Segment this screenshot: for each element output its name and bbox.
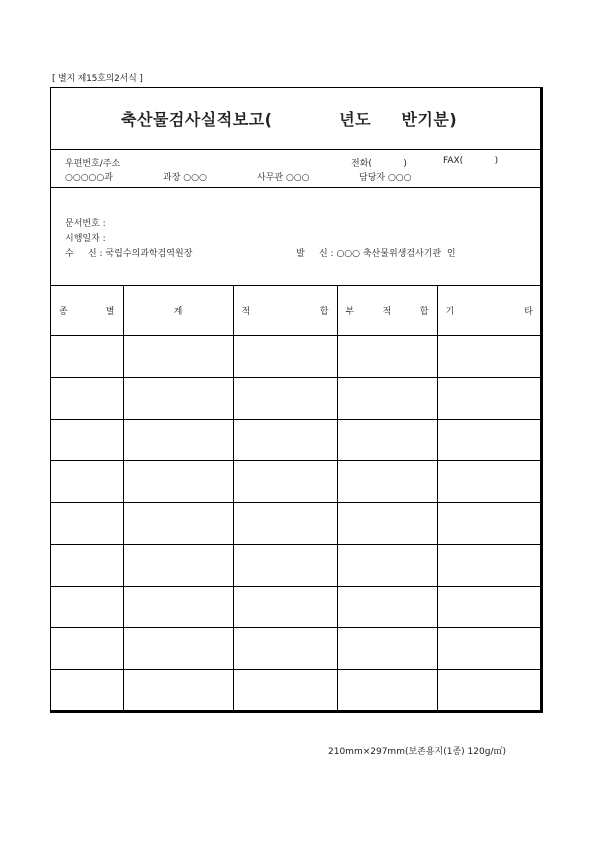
table-cell[interactable]: [233, 419, 337, 461]
table-cell[interactable]: [437, 670, 541, 711]
table-row: [51, 461, 541, 503]
document-info-section: [51, 187, 540, 286]
table-cell[interactable]: [337, 336, 437, 378]
table-cell[interactable]: [123, 503, 233, 545]
table-cell[interactable]: [337, 670, 437, 711]
table-cell[interactable]: [233, 628, 337, 670]
table-cell[interactable]: [233, 544, 337, 586]
table-row: [51, 544, 541, 586]
table-cell[interactable]: [51, 670, 123, 711]
table-cell[interactable]: [437, 544, 541, 586]
fax-label: FAX( ): [443, 156, 499, 166]
table-cell[interactable]: [437, 377, 541, 419]
table-cell[interactable]: [51, 544, 123, 586]
table-cell[interactable]: [233, 377, 337, 419]
table-row: [51, 377, 541, 419]
header-other: 기 타: [437, 285, 541, 336]
table-cell[interactable]: [337, 377, 437, 419]
header-category: 종 별: [51, 285, 123, 336]
table-cell[interactable]: [337, 503, 437, 545]
table-cell[interactable]: [337, 461, 437, 503]
table-cell[interactable]: [337, 544, 437, 586]
table-cell[interactable]: [437, 586, 541, 628]
table-cell[interactable]: [123, 628, 233, 670]
table-cell[interactable]: [51, 377, 123, 419]
table-cell[interactable]: [233, 503, 337, 545]
department: ○○○○○과: [65, 173, 113, 183]
table-header-row: [51, 285, 541, 336]
secretary: 사무관 ○○○: [257, 173, 310, 183]
header-fail: 부 적 합: [337, 285, 437, 336]
table-cell[interactable]: [233, 461, 337, 503]
phone-label: 전화( ): [351, 159, 407, 169]
title-row: [51, 88, 540, 150]
table-cell[interactable]: [51, 336, 123, 378]
annex-label: [ 별지 제15호의2서식 ]: [52, 74, 143, 84]
recipient: 수 신 : 국립수의과학검역원장: [65, 249, 193, 259]
table-row: [51, 628, 541, 670]
address-label: 우편번호/주소: [65, 159, 121, 169]
table-cell[interactable]: [233, 336, 337, 378]
table-cell[interactable]: [337, 628, 437, 670]
table-cell[interactable]: [337, 586, 437, 628]
table-cell[interactable]: [51, 503, 123, 545]
sender: 발 신 : ○○○ 축산물위생검사기관 인: [296, 249, 456, 259]
table-cell[interactable]: [123, 670, 233, 711]
table-cell[interactable]: [337, 419, 437, 461]
table-cell[interactable]: [123, 461, 233, 503]
section-chief: 과장 ○○○: [163, 173, 207, 183]
table-cell[interactable]: [437, 461, 541, 503]
table-cell[interactable]: [233, 586, 337, 628]
officer: 담당자 ○○○: [359, 173, 412, 183]
table-row: [51, 670, 541, 711]
paper-spec: 210mm×297mm(보존용지(1종) 120g/㎡): [328, 747, 506, 757]
table-row: [51, 503, 541, 545]
issue-date-label: 시행일자 :: [65, 234, 106, 244]
table-row: [51, 586, 541, 628]
contact-section: [51, 149, 540, 188]
form-title: 축산물검사실적보고( 년도 반기분): [121, 110, 458, 129]
table-cell[interactable]: [437, 503, 541, 545]
table-cell[interactable]: [51, 461, 123, 503]
table-cell[interactable]: [233, 670, 337, 711]
table-row: [51, 419, 541, 461]
table-cell[interactable]: [123, 586, 233, 628]
results-table: [51, 285, 541, 711]
table-cell[interactable]: [437, 628, 541, 670]
doc-number-label: 문서번호 :: [65, 219, 106, 229]
table-cell[interactable]: [123, 544, 233, 586]
table-row: [51, 336, 541, 378]
table-cell[interactable]: [123, 419, 233, 461]
table-cell[interactable]: [51, 586, 123, 628]
header-total: 계: [123, 285, 233, 336]
table-cell[interactable]: [123, 336, 233, 378]
table-cell[interactable]: [51, 628, 123, 670]
table-cell[interactable]: [437, 336, 541, 378]
header-pass: 적 합: [233, 285, 337, 336]
table-cell[interactable]: [437, 419, 541, 461]
table-cell[interactable]: [51, 419, 123, 461]
table-cell[interactable]: [123, 377, 233, 419]
inspection-report-form: [50, 87, 543, 713]
